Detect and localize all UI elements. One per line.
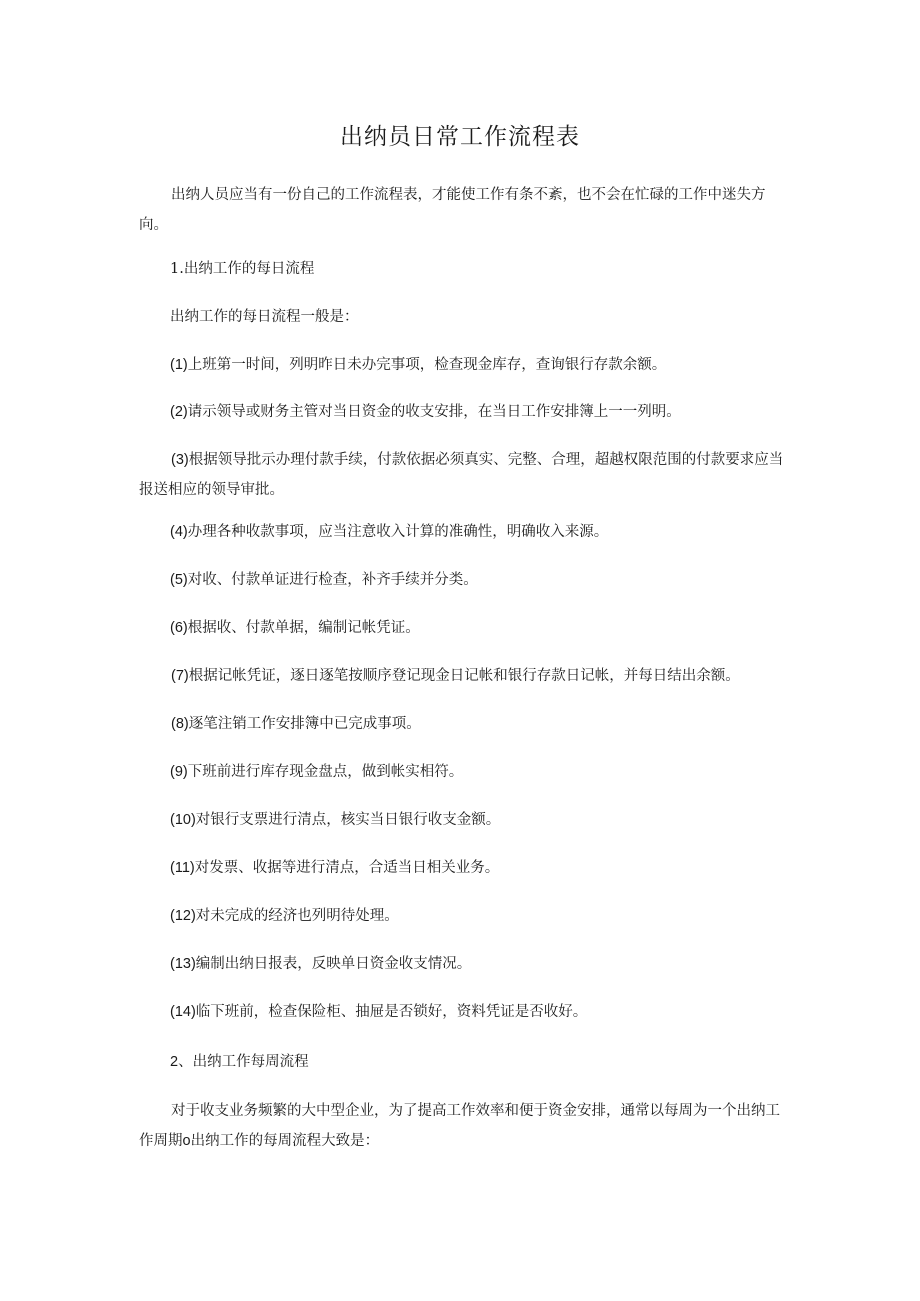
item-number: (3) — [171, 452, 189, 468]
item-text: 对发票、收据等进行清点，合适当日相关业务。 — [194, 860, 500, 876]
section1-heading-text: 1.出纳工作的每日流程 — [170, 261, 315, 277]
item-number: (2) — [170, 404, 188, 420]
list-item — [170, 853, 499, 883]
item-number: (6) — [170, 620, 188, 636]
item-text: 编制出纳日报表，反映单日资金收支情况。 — [195, 956, 472, 972]
section2-paragraph — [139, 1096, 789, 1156]
section2-paragraph-o: o — [182, 1133, 191, 1149]
item-text: 根据领导批示办理付款手续，付款依据必须真实、完整、合理，超越权限范围的付款要求应当报送相应的领导审批。 — [139, 452, 784, 498]
list-item — [139, 445, 789, 505]
intro-text: 出纳人员应当有一份自己的工作流程表，才能使工作有条不紊，也不会在忙碌的工作中迷失方向。 — [139, 187, 766, 233]
section2-heading-number: 2 — [170, 1054, 179, 1070]
list-item — [170, 997, 587, 1027]
item-number: (12) — [170, 908, 196, 924]
item-text: 根据记帐凭证，逐日逐笔按顺序登记现金日记帐和银行存款日记帐，并每日结出余额。 — [188, 668, 740, 684]
intro-paragraph — [139, 180, 789, 240]
item-number: (13) — [170, 956, 196, 972]
item-number: (9) — [170, 764, 188, 780]
list-item — [171, 709, 421, 739]
section2-heading-text: 、出纳工作每周流程 — [178, 1054, 309, 1070]
item-text: 上班第一时间，列明昨日未办完事项，检查现金库存，查询银行存款余额。 — [187, 357, 667, 373]
item-text: 请示领导或财务主管对当日资金的收支安排，在当日工作安排簿上一一列明。 — [187, 404, 681, 420]
list-item — [170, 397, 681, 427]
item-text: 下班前进行库存现金盘点，做到帐实相符。 — [187, 764, 464, 780]
item-number: (11) — [170, 860, 195, 876]
item-text: 办理各种收款事项，应当注意收入计算的准确性，明确收入来源。 — [187, 524, 609, 540]
section2-paragraph-part-a: 对于收支业务频繁的大中型企业，为了提高工作效率和便于资金安排，通常以每周为一个出纳工作周期 — [139, 1103, 780, 1149]
list-item — [170, 901, 399, 931]
item-number: (14) — [170, 1004, 196, 1020]
item-text: 根据收、付款单据，编制记帐凭证。 — [187, 620, 420, 636]
item-text: 对收、付款单证进行检查，补齐手续并分类。 — [187, 572, 478, 588]
list-item — [170, 757, 463, 787]
item-number: (4) — [170, 524, 188, 540]
list-item — [171, 661, 740, 691]
section1-lead — [170, 302, 359, 332]
list-item — [170, 805, 500, 835]
list-item — [170, 517, 608, 547]
section2-heading — [170, 1047, 309, 1077]
list-item — [170, 613, 420, 643]
list-item — [170, 350, 666, 380]
item-number: (1) — [170, 357, 188, 373]
document-title: 出纳员日常工作流程表 — [340, 124, 580, 150]
section2-paragraph-part-b: 出纳工作的每周流程大致是： — [190, 1133, 380, 1149]
list-item — [170, 565, 478, 595]
item-text: 逐笔注销工作安排簿中已完成事项。 — [188, 716, 421, 732]
item-text: 对银行支票进行清点，核实当日银行收支金额。 — [195, 812, 501, 828]
item-number: (8) — [171, 716, 189, 732]
item-number: (5) — [170, 572, 188, 588]
item-text: 对未完成的经济也列明待处理。 — [195, 908, 399, 924]
section1-lead-text: 出纳工作的每日流程一般是： — [170, 309, 359, 325]
section1-heading — [170, 254, 314, 284]
item-text: 临下班前，检查保险柜、抽屉是否锁好，资料凭证是否收好。 — [195, 1004, 588, 1020]
item-number: (10) — [170, 812, 196, 828]
item-number: (7) — [171, 668, 189, 684]
list-item — [170, 949, 471, 979]
